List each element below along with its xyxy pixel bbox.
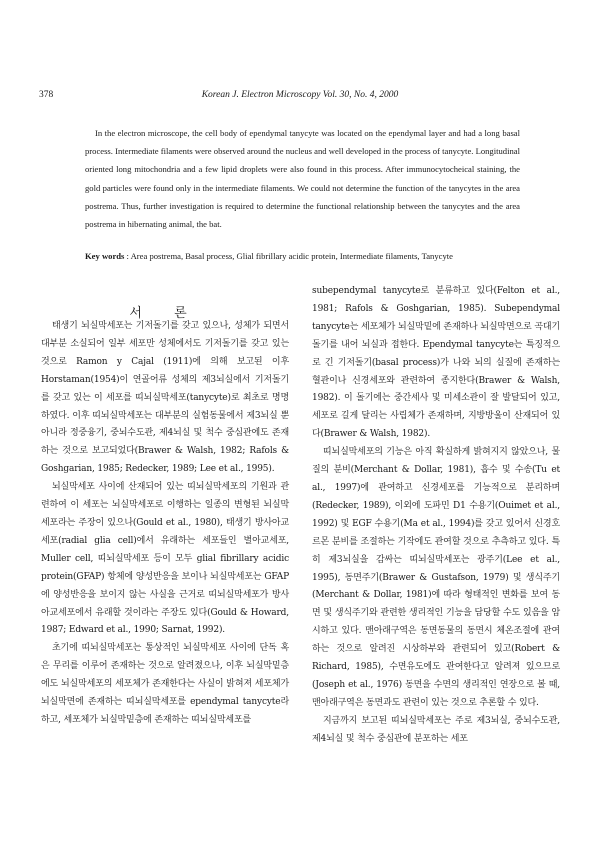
body-paragraph: 띠뇌실막세포의 기능은 아직 확실하게 밝혀지지 않았으나, 물질의 분비(Merchant & Dollar, 1981), 흡수 및 수송(Tu et al., 1997)에 관여하고 신경세포를 기능적으로 분리하며(Redecker, 1989), 이외에 도파민 D1 수용기(Ouimet et al., 1992) 및 EGF 수용기(Ma et al., 1994)를 갖고 있어서 신경호르몬 분비를 조절하는 기작에도 관여할 것으로 추측하고 있다. 특히 제3뇌실을 감싸는 띠뇌실막세포는 광주기(Lee et al., 1995), 동면주기(Brawer & Gustafson, 1979) 및 생식주기(Merchant & Dollar, 1981)에 따라 형태적인 변화를 보여 동면 및 생식주기와 관련한 생리적인 기능을 담당할 수도 있음을 암시하고 있다. 맨아래구역은 동면동물의 동면시 체온조절에 관여하는 것으로 알려진 시상하부와 관련되어 있고(Robert & Richard, 1985), 수면유도에도 관여한다고 알려져 있으므로(Joseph et al., 1976) 동면을 수면의 생리적인 연장으로 볼 때, 맨아래구역은 동면과도 관련이 있는 것으로 추론할 수 있다. [312,447,560,708]
page-number: 378 [39,90,54,100]
body-paragraph: 지금까지 보고된 띠뇌실막세포는 주로 제3뇌실, 중뇌수도관, 제4뇌실 및 척수 중심관에 분포하는 세포 [312,715,560,744]
body-paragraph: subependymal tanycyte로 분류하고 있다(Felton et al., 1981; Rafols & Goshgarian, 1985). Subependymal tanycyte는 세포체가 뇌실막밑에 존재하나 뇌실막면으로 곡대기 돌기를 내어 뇌실과 접한다. Ependymal tanycyte는 특징적으로 긴 기저돌기(basal process)가 나와 뇌의 실질에 존재하는 혈관이나 신경세포와 관련하여 종지한다(Brawer & Walsh, 1982). 이 돌기에는 중간세사 및 미세소관이 잘 발달되어 있고, 세포로 길게 달리는 사립체가 존재하며, 지방방울이 산재되어 있다(Brawer & Walsh, 1982). [312,286,560,440]
keywords-label: Key words [85,251,125,261]
left-column [41,318,289,730]
body-paragraph: 뇌실막세포 사이에 산재되어 있는 띠뇌실막세포의 기원과 관련하여 이 세포는 뇌실막세포로 이행하는 일종의 변형된 뇌실막세포라는 주장이 있으나(Gould et al., 1980), 태생기 방사아교세포(radial glia cell)에서 유래하는 세포들인 별아교세포, Muller cell, 띠뇌실막세포 등이 모두 glial fibrillary acidic protein(GFAP) 항체에 양성반응을 보이나 뇌실막세포는 GFAP에 양성반응을 보이지 않는 사실을 근거로 띠뇌실막세포가 방사아교세포에서 유래할 것이라는 주장도 있다(Gould & Howard, 1987; Edward et al., 1990; Sarnat, 1992). [41,482,289,636]
running-head: Korean J. Electron Microscopy Vol. 30, No. 4, 2000 [201,90,399,100]
section-title: 서 론 [129,306,201,321]
abstract-paragraph: In the electron microscope, the cell body of ependymal tanycyte was located on the ependymal layer and had a long basal process. Intermediate filaments were observed around the nucleus and well developed in the process of tanycyte. Longitudinal oriented long mitochondria and a few lipid droplets were also found in this process. After immunocytocheical staining, the gold particles were found only in the intermediate filaments. We could not determine the function of the tanycytes in the area postrema. Thus, further investigation is required to determine the functional relationship between the tanycytes and the area postrema in hibernating animal, the bat. [85,128,520,230]
body-paragraph: 초기에 띠뇌실막세포는 통상적인 뇌실막세포 사이에 단독 혹은 무리를 이루어 존재하는 것으로 알려졌으나, 이후 뇌실막밑층에도 뇌실막세포의 세포체가 존재한다는 사실이 밝혀져 세포체가 뇌실막면에 존재하는 띠뇌실막세포를 ependymal tanycyte라 하고, 세포체가 뇌실막밑층에 존재하는 띠뇌실막세포를 [41,643,289,725]
abstract [85,124,520,233]
right-column [312,283,560,749]
keywords-text: : Area postrema, Basal process, Glial fibrillary acidic protein, Intermediate filaments, Tanycyte [124,251,453,261]
keywords [85,250,520,262]
body-paragraph: 태생기 뇌실막세포는 기저돌기를 갖고 있으나, 성체가 되면서 대부분 소실되어 일부 세포만 성체에서도 기저돌기를 갖고 있는 것으로 Ramon y Cajal (1911)에 의해 보고된 이후 Horstaman(1954)이 연골어류 성체의 제3뇌실에서 기저돌기를 갖고 있는 이 세포를 띠뇌실막세포(tanycyte)로 최초로 명명하였다. 이후 띠뇌실막세포는 대부분의 실험동물에서 제3뇌실 뿐 아니라 정중융기, 중뇌수도관, 제4뇌실 및 척수 중심관에도 존재하는 것으로 보고되었다(Brawer & Walsh, 1982; Rafols & Goshgarian, 1985; Redecker, 1989; Lee et al., 1995). [41,321,289,475]
